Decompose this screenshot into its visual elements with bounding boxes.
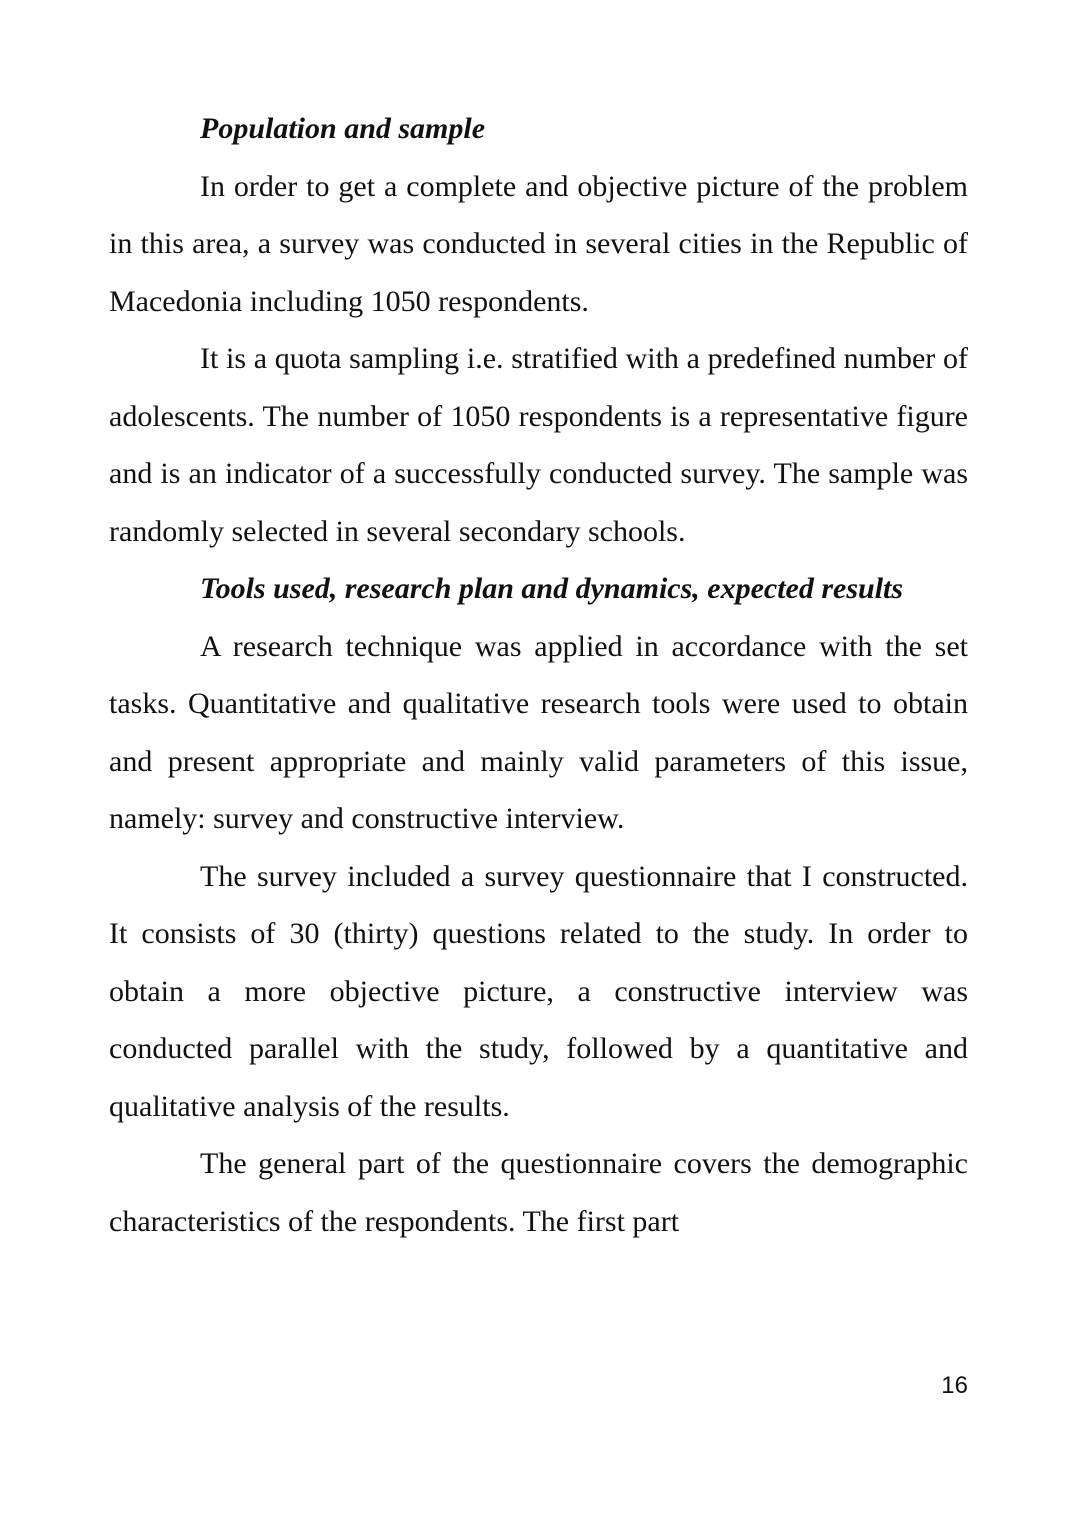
section-heading-tools: Tools used, research plan and dynamics, expected results [200,572,904,605]
section-heading-population: Population and sample [200,112,486,145]
paragraph: The survey included a survey questionnaire that I constructed. It consists of 30 (thirty) questions related to the study. In order to obtain a more objective picture, a constructive interview was conducted parallel with the study, followed by a quantitative and qualitative analysis of the results. [109,859,968,1123]
paragraph: It is a quota sampling i.e. stratified with a predefined number of adolescents. The number of 1050 respondents is a representative figure and is an indicator of a successfully conducted survey. The sample was randomly selected in several secondary schools. [109,342,968,548]
body-text [109,100,968,1250]
paragraph: In order to get a complete and objective picture of the problem in this area, a survey was conducted in several cities in the Republic of Macedonia including 1050 respondents. [109,169,968,318]
paragraph: The general part of the questionnaire covers the demographic characteristics of the respondents. The first part [109,1147,968,1238]
page-number: 16 [941,1372,968,1399]
paragraph: A research technique was applied in accordance with the set tasks. Quantitative and qualitative research tools were used to obtain and present appropriate and mainly valid parameters of this issue, namely: survey and constructive interview. [109,629,968,835]
